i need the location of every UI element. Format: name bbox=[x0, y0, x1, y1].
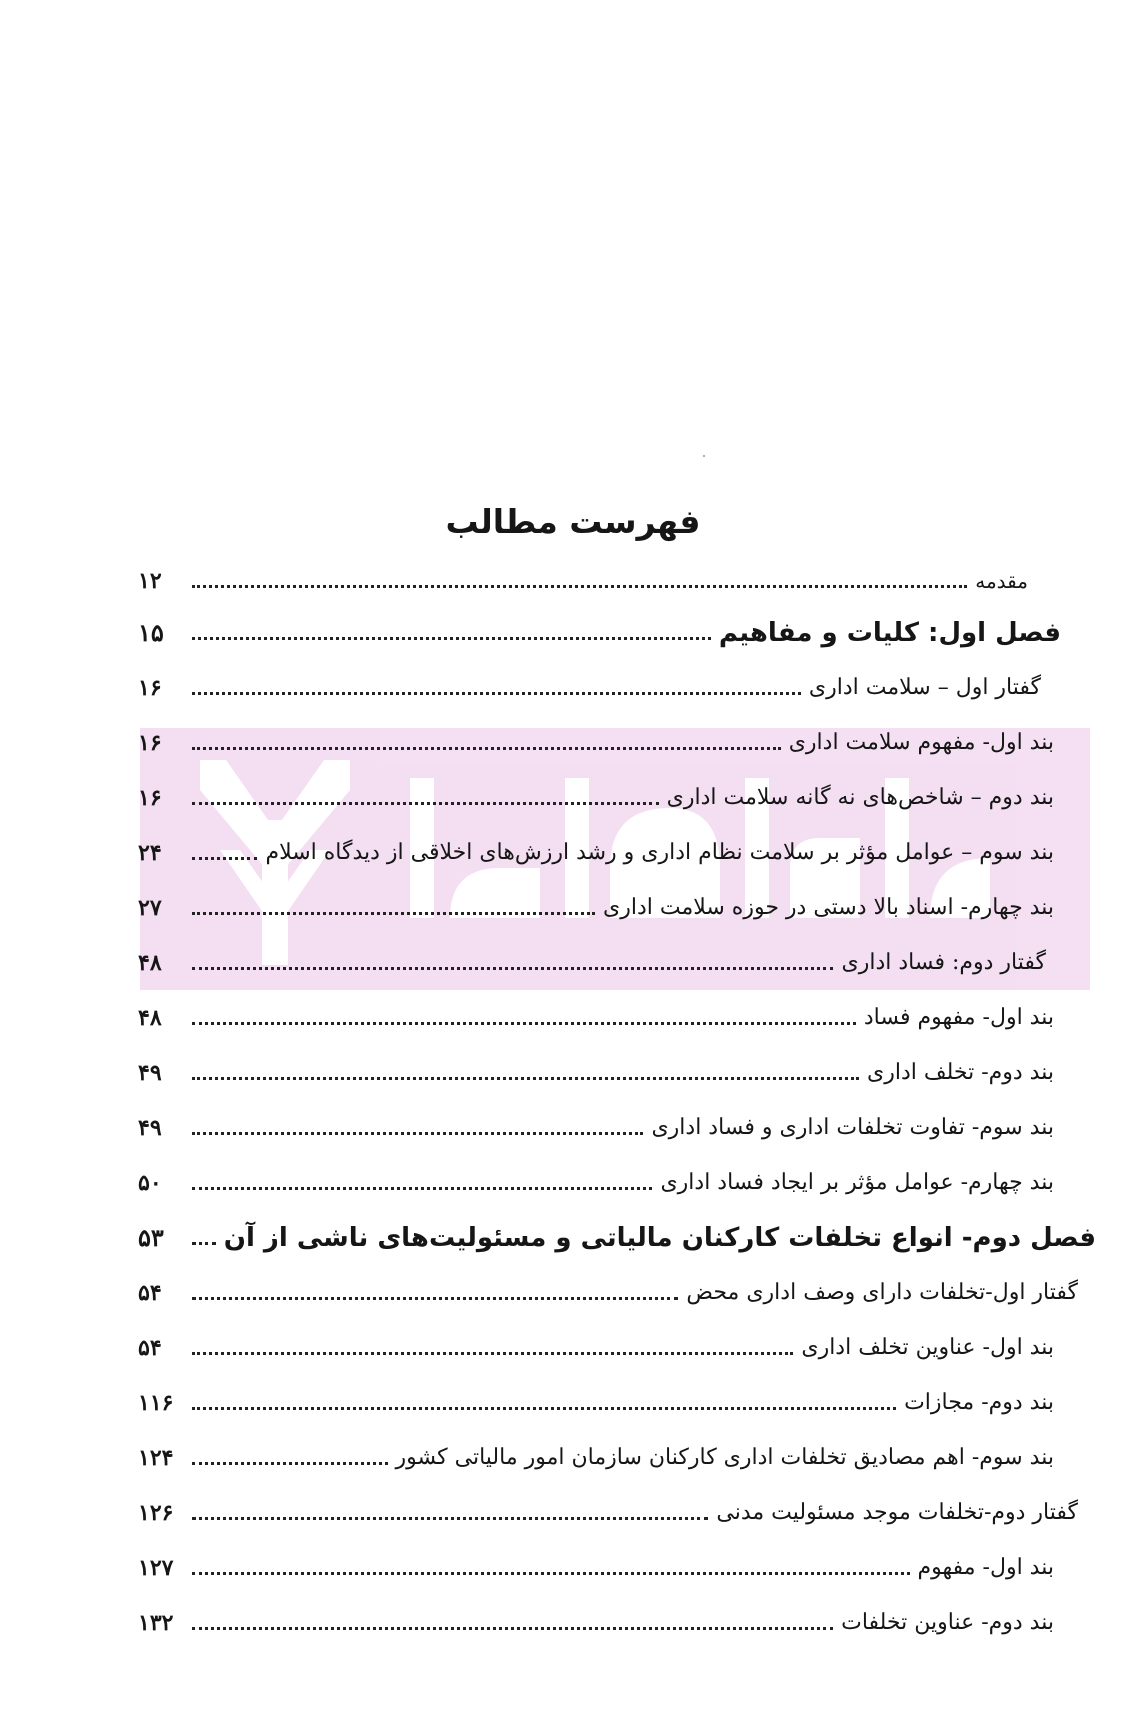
toc-entry-page: ۵۴ bbox=[138, 1280, 162, 1306]
dot-leader bbox=[192, 1627, 833, 1630]
toc-entry-page: ۲۷ bbox=[138, 895, 162, 921]
toc-entry bbox=[138, 1435, 1054, 1481]
dot-leader bbox=[192, 1077, 859, 1080]
toc-entry bbox=[138, 558, 1028, 604]
toc-entry-page: ۵۴ bbox=[138, 1335, 162, 1361]
toc-entry-page: ۱۲۷ bbox=[138, 1555, 174, 1581]
dot-leader bbox=[192, 1132, 643, 1135]
toc-entry-page: ۱۶ bbox=[138, 675, 162, 701]
toc-entry bbox=[138, 995, 1054, 1041]
toc-entry-page: ۱۶ bbox=[138, 730, 162, 756]
toc-entry-page: ۱۵ bbox=[138, 618, 164, 647]
toc-entry bbox=[138, 830, 1054, 876]
toc-entry-page: ۴۹ bbox=[138, 1115, 162, 1141]
toc-entry-label: بند اول- مفهوم سلامت اداری bbox=[788, 730, 1054, 755]
toc-entry-label: بند دوم- تخلف اداری bbox=[866, 1060, 1054, 1085]
toc-entry bbox=[138, 720, 1054, 766]
dot-leader bbox=[192, 802, 659, 805]
dot-leader bbox=[192, 1352, 793, 1355]
toc-entry bbox=[138, 1105, 1054, 1151]
toc-entry-label: گفتار دوم-تخلفات موجد مسئولیت مدنی bbox=[716, 1500, 1078, 1525]
toc-entry-label: بند دوم – شاخص‌های نه گانه سلامت اداری bbox=[666, 785, 1054, 810]
toc-entry-label: گفتار دوم: فساد اداری bbox=[841, 950, 1046, 975]
toc-entry-label: گفتار اول-تخلفات دارای وصف اداری محض bbox=[686, 1280, 1078, 1305]
toc-entry bbox=[138, 1600, 1054, 1646]
dot-leader bbox=[192, 1022, 856, 1025]
toc-entry-page: ۵۰ bbox=[138, 1170, 162, 1196]
toc-entry bbox=[138, 665, 1041, 711]
dot-leader bbox=[192, 1297, 678, 1300]
dot-leader bbox=[192, 1407, 896, 1410]
toc-entry-label: بند دوم- مجازات bbox=[904, 1390, 1054, 1415]
toc-entry-page: ۱۲۴ bbox=[138, 1445, 174, 1471]
toc-entry-label: فصل دوم- انواع تخلفات کارکنان مالیاتی و مسئولیت‌های ناشی از آن bbox=[223, 1223, 1096, 1253]
dot-leader bbox=[192, 747, 781, 750]
toc-entry bbox=[138, 775, 1054, 821]
dot-leader bbox=[192, 1517, 708, 1520]
dot-leader bbox=[192, 1572, 910, 1575]
toc-entry bbox=[138, 1325, 1054, 1371]
toc-entry-label: بند چهارم- اسناد بالا دستی در حوزه سلامت اداری bbox=[603, 895, 1054, 920]
toc-entry-page: ۴۸ bbox=[138, 950, 162, 976]
toc-entry-page: ۲۴ bbox=[138, 840, 162, 866]
toc-entry-label: بند اول- مفهوم فساد bbox=[863, 1005, 1054, 1030]
toc-entry-page: ۱۲ bbox=[138, 568, 162, 594]
toc-entry-label: بند سوم- اهم مصادیق تخلفات اداری کارکنان سازمان امور مالیاتی کشور bbox=[395, 1445, 1054, 1470]
toc-entry-label: بند اول- عناوین تخلف اداری bbox=[801, 1335, 1054, 1360]
toc-entry-page: ۱۲۶ bbox=[138, 1500, 174, 1526]
page-title: فهرست مطالب bbox=[445, 502, 701, 541]
toc-entry bbox=[138, 1490, 1078, 1536]
dot-leader bbox=[192, 1187, 652, 1190]
toc-entry-page: ۵۳ bbox=[138, 1223, 164, 1252]
toc-entry bbox=[138, 1215, 1096, 1261]
toc-entry-page: ۱۳۲ bbox=[138, 1610, 174, 1636]
dot-leader bbox=[192, 692, 801, 695]
toc-entry-page: ۴۹ bbox=[138, 1060, 162, 1086]
toc-entry-label: بند سوم- تفاوت تخلفات اداری و فساد اداری bbox=[651, 1115, 1054, 1140]
toc-entry-label: فصل اول: کلیات و مفاهیم bbox=[718, 618, 1061, 648]
dot-leader bbox=[192, 1462, 388, 1465]
toc-entry-label: گفتار اول – سلامت اداری bbox=[808, 675, 1041, 700]
toc-entry-page: ۱۶ bbox=[138, 785, 162, 811]
toc-entry-label: بند چهارم- عوامل مؤثر بر ایجاد فساد اداری bbox=[660, 1170, 1054, 1195]
dot-leader bbox=[192, 637, 711, 640]
dot-leader bbox=[192, 912, 595, 915]
dot-leader bbox=[192, 1242, 216, 1245]
toc-entry bbox=[138, 885, 1054, 931]
toc-entry bbox=[138, 1380, 1054, 1426]
toc-entry bbox=[138, 1050, 1054, 1096]
toc-entry bbox=[138, 1270, 1078, 1316]
toc-entry-label: بند سوم – عوامل مؤثر بر سلامت نظام اداری و رشد ارزش‌های اخلاقی از دیدگاه اسلام bbox=[265, 840, 1054, 865]
toc-entry bbox=[138, 1545, 1054, 1591]
dot-leader bbox=[192, 967, 833, 970]
toc-entry bbox=[138, 610, 1061, 656]
toc-entry-label: بند اول- مفهوم bbox=[917, 1555, 1054, 1580]
toc-entry-page: ۴۸ bbox=[138, 1005, 162, 1031]
dot-leader bbox=[192, 585, 967, 588]
toc-entry-label: بند دوم- عناوین تخلفات bbox=[841, 1610, 1054, 1635]
toc-entry-label: مقدمه bbox=[975, 569, 1028, 593]
toc-entry bbox=[138, 1160, 1054, 1206]
toc-entry bbox=[138, 940, 1046, 986]
dot-leader bbox=[192, 857, 257, 860]
toc-entry-page: ۱۱۶ bbox=[138, 1390, 174, 1416]
